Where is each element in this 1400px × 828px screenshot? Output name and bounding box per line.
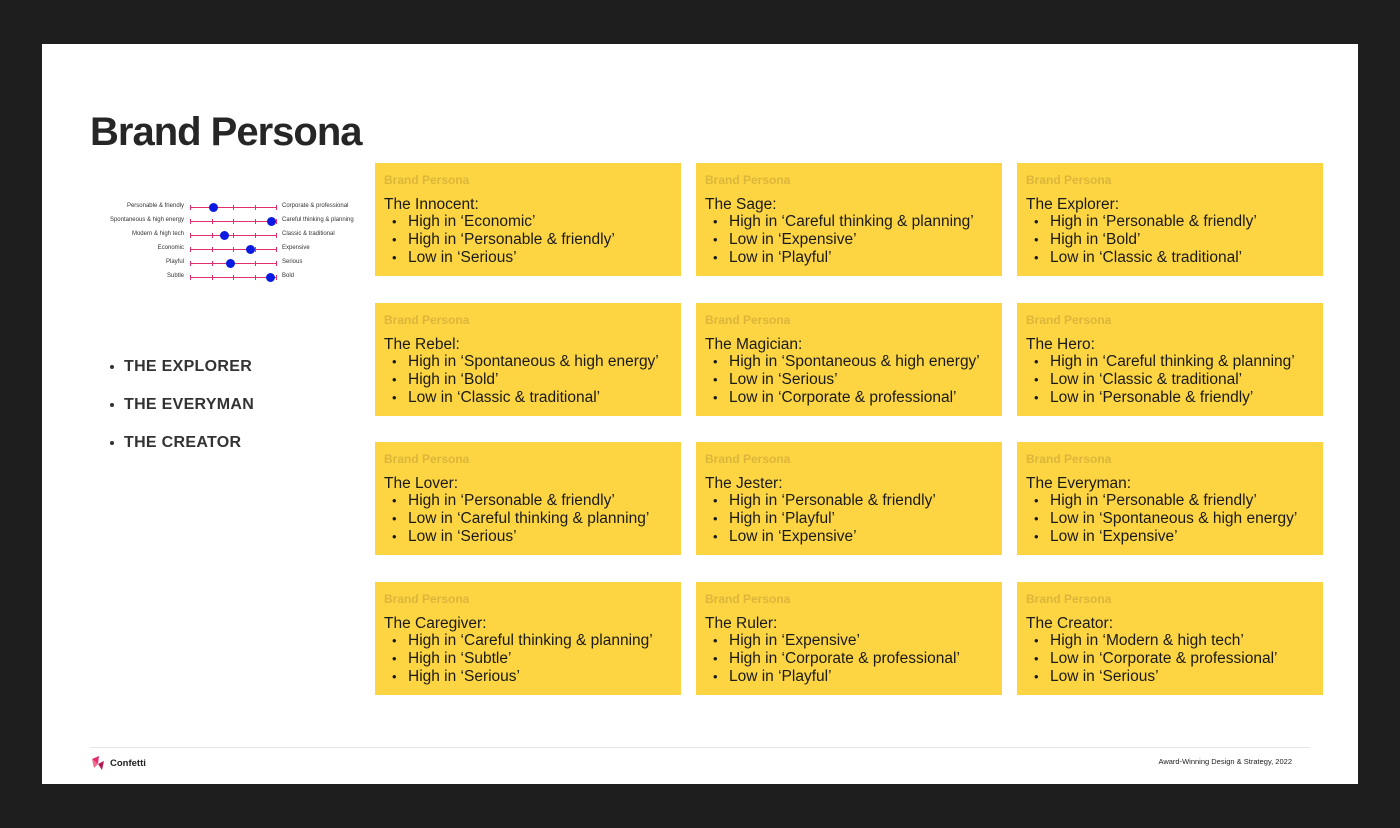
card-trait: • Low in ‘Serious’ <box>705 371 993 389</box>
card-persona-name: The Magician: <box>705 335 803 353</box>
card-persona-name: The Rebel: <box>384 335 460 353</box>
slider-tick <box>255 261 256 266</box>
card-persona-name: The Sage: <box>705 196 777 213</box>
card-persona-name: The Innocent: <box>384 196 479 213</box>
card-trait: • Low in ‘Expensive’ <box>705 528 993 546</box>
slider-tick <box>190 261 191 266</box>
slider-row <box>76 216 356 228</box>
card-trait: • High in ‘Modern & high tech’ <box>1026 632 1314 650</box>
persona-slider-chart <box>76 202 356 286</box>
slide <box>42 44 1358 784</box>
slider-knob <box>266 273 275 282</box>
card-trait: • High in ‘Spontaneous & high energy’ <box>384 353 672 371</box>
card-trait: • Low in ‘Corporate & professional’ <box>705 389 993 407</box>
slider-left-label: Personable & friendly <box>126 203 184 209</box>
persona-card <box>1017 582 1323 695</box>
slider-left-label: Spontaneous & high energy <box>109 217 184 223</box>
card-trait: • Low in ‘Careful thinking & planning’ <box>384 510 672 528</box>
slider-row <box>76 272 356 284</box>
card-trait: • High in ‘Subtle’ <box>384 650 672 668</box>
card-trait: • High in ‘Personable & friendly’ <box>705 492 993 510</box>
card-trait: • High in ‘Careful thinking & planning’ <box>384 632 672 650</box>
slider-tick <box>276 233 277 238</box>
slider-knob <box>267 217 276 226</box>
archetype-list <box>108 358 254 472</box>
slider-tick <box>233 275 234 280</box>
card-trait: • High in ‘Bold’ <box>384 371 672 389</box>
persona-card <box>1017 303 1323 416</box>
card-trait: • Low in ‘Personable & friendly’ <box>1026 389 1314 407</box>
slider-tick <box>212 219 213 224</box>
slider-left-label: Modern & high tech <box>131 231 184 237</box>
card-kicker: Brand Persona <box>1026 312 1112 327</box>
card-persona-name: The Creator: <box>1026 614 1114 632</box>
slider-row <box>76 202 356 214</box>
card-trait: • Low in ‘Serious’ <box>384 528 672 546</box>
card-trait: • Low in ‘Playful’ <box>705 249 993 267</box>
persona-card <box>375 582 681 695</box>
card-kicker: Brand Persona <box>705 312 791 327</box>
persona-card <box>375 442 681 555</box>
slider-left-label: Subtle <box>166 273 184 279</box>
slider-left-label: Playful <box>165 259 184 265</box>
slider-tick <box>233 247 234 252</box>
card-trait: • Low in ‘Classic & traditional’ <box>384 389 672 407</box>
card-persona-name: The Lover: <box>384 475 459 492</box>
slider-tick <box>212 247 213 252</box>
card-trait: • Low in ‘Classic & traditional’ <box>1026 249 1314 267</box>
slider-tick <box>233 205 234 210</box>
persona-card <box>696 582 1002 695</box>
card-kicker: Brand Persona <box>384 452 470 466</box>
card-trait: • High in ‘Careful thinking & planning’ <box>705 213 993 231</box>
persona-card <box>1017 442 1323 555</box>
slider-tick <box>190 233 191 238</box>
persona-card-grid <box>375 163 1323 695</box>
footer-credit: Award-Winning Design & Strategy, 2022 <box>1158 757 1292 766</box>
persona-card <box>375 163 681 276</box>
card-kicker: Brand Persona <box>1026 173 1112 187</box>
card-kicker: Brand Persona <box>705 173 791 187</box>
card-persona-name: The Ruler: <box>705 614 778 632</box>
persona-card <box>696 442 1002 555</box>
persona-card <box>1017 163 1323 276</box>
card-trait: • High in ‘Corporate & professional’ <box>705 650 993 668</box>
slider-right-label: Bold <box>282 273 295 279</box>
card-trait: • High in ‘Playful’ <box>705 510 993 528</box>
logo-text: Confetti <box>110 757 146 769</box>
slider-right-label: Careful thinking & planning <box>282 217 354 223</box>
card-trait: • Low in ‘Playful’ <box>705 668 993 686</box>
card-trait: • High in ‘Bold’ <box>1026 231 1314 249</box>
card-persona-name: The Explorer: <box>1026 196 1120 213</box>
card-trait: • High in ‘Personable & friendly’ <box>1026 492 1314 510</box>
card-trait: • High in ‘Spontaneous & high energy’ <box>705 353 993 371</box>
slider-knob <box>209 203 218 212</box>
card-persona-name: The Caregiver: <box>384 614 487 632</box>
slider-right-label: Expensive <box>282 245 310 251</box>
slider-knob <box>220 231 229 240</box>
card-trait: • High in ‘Personable & friendly’ <box>1026 213 1314 231</box>
slider-row <box>76 258 356 270</box>
slider-tick <box>255 233 256 238</box>
slider-tick <box>233 233 234 238</box>
archetype-item: THE EVERYMAN <box>108 396 254 434</box>
slider-right-label: Serious <box>282 259 303 265</box>
slider-right-label: Classic & traditional <box>282 231 335 237</box>
slider-tick <box>255 275 256 280</box>
card-kicker: Brand Persona <box>384 591 470 606</box>
archetype-item: THE EXPLORER <box>108 358 254 396</box>
card-kicker: Brand Persona <box>705 452 791 466</box>
card-trait: • Low in ‘Classic & traditional’ <box>1026 371 1314 389</box>
card-kicker: Brand Persona <box>384 312 470 327</box>
slider-tick <box>233 219 234 224</box>
card-trait: • High in ‘Expensive’ <box>705 632 993 650</box>
card-trait: • High in ‘Serious’ <box>384 668 672 686</box>
card-trait: • High in ‘Personable & friendly’ <box>384 492 672 510</box>
slider-tick <box>276 247 277 252</box>
slider-tick <box>212 261 213 266</box>
slider-right-label: Corporate & professional <box>282 203 349 209</box>
slider-tick <box>190 275 191 280</box>
footer-divider <box>90 747 1310 748</box>
card-kicker: Brand Persona <box>705 591 791 606</box>
slider-knob <box>226 259 235 268</box>
slider-tick <box>190 219 191 224</box>
card-persona-name: The Everyman: <box>1026 475 1132 492</box>
card-persona-name: The Hero: <box>1026 335 1095 353</box>
persona-card <box>696 163 1002 276</box>
card-trait: • Low in ‘Expensive’ <box>705 231 993 249</box>
archetype-item: THE CREATOR <box>108 434 254 472</box>
slider-tick <box>212 233 213 238</box>
persona-card <box>696 303 1002 416</box>
card-trait: • Low in ‘Spontaneous & high energy’ <box>1026 510 1314 528</box>
slider-tick <box>190 205 191 210</box>
card-trait: • Low in ‘Serious’ <box>1026 668 1314 686</box>
slider-tick <box>276 219 277 224</box>
brand-logo <box>90 755 146 771</box>
slider-row <box>76 230 356 242</box>
slider-tick <box>255 219 256 224</box>
persona-card <box>375 303 681 416</box>
slider-tick <box>190 247 191 252</box>
card-kicker: Brand Persona <box>1026 452 1112 466</box>
card-trait: • Low in ‘Serious’ <box>384 249 672 267</box>
card-trait: • High in ‘Economic’ <box>384 213 672 231</box>
confetti-logo-icon <box>90 755 106 771</box>
slider-tick <box>276 261 277 266</box>
slider-tick <box>276 275 277 280</box>
card-trait: • High in ‘Personable & friendly’ <box>384 231 672 249</box>
slider-tick <box>212 275 213 280</box>
page-title: Brand Persona <box>90 110 362 154</box>
slider-knob <box>246 245 255 254</box>
card-trait: • Low in ‘Corporate & professional’ <box>1026 650 1314 668</box>
slider-left-label: Economic <box>157 245 184 251</box>
slider-row <box>76 244 356 256</box>
slider-tick <box>255 205 256 210</box>
card-trait: • High in ‘Careful thinking & planning’ <box>1026 353 1314 371</box>
card-kicker: Brand Persona <box>384 173 470 187</box>
card-persona-name: The Jester: <box>705 475 783 492</box>
card-trait: • Low in ‘Expensive’ <box>1026 528 1314 546</box>
card-kicker: Brand Persona <box>1026 591 1112 606</box>
slider-tick <box>276 205 277 210</box>
